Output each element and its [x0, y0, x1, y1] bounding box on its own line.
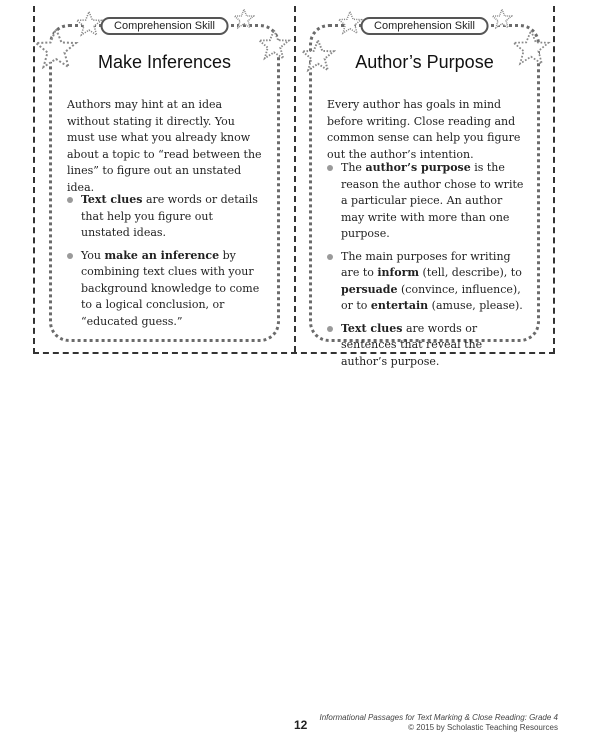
card-title: Author’s Purpose: [355, 52, 494, 72]
skill-tag: Comprehension Skill: [360, 17, 489, 35]
bullet-list: [327, 160, 525, 376]
card-intro: Every author has goals in mind before writing. Close reading and common sense can help you figure out the author’s intention.: [327, 98, 521, 161]
bullet-list: [67, 192, 265, 336]
star-icon: [337, 10, 363, 36]
cut-line: [294, 6, 296, 352]
card-authors-purpose: [309, 20, 540, 368]
star-icon: [75, 10, 103, 38]
card-intro: Authors may hint at an idea without stating it directly. You must use what you already know about a topic to “read between the lines” to figure out an unstated idea.: [67, 98, 262, 194]
footer-credits: [320, 713, 559, 733]
star-icon: [233, 8, 255, 30]
bullet-item: The author’s purpose is the reason the author chose to write a particular piece. An author may write with more than one purpose.: [327, 160, 525, 243]
star-icon: [33, 26, 79, 72]
page-number: 12: [294, 718, 308, 732]
book-title: Informational Passages for Text Marking & Close Reading: Grade 4: [319, 713, 558, 722]
cutout-sheet: [33, 6, 555, 368]
star-icon: [511, 28, 551, 68]
bullet-item: Text clues are words or details that help you figure out unstated ideas.: [67, 192, 265, 242]
copyright: © 2015 by Scholastic Teaching Resources: [408, 723, 558, 732]
card-title: Make Inferences: [97, 52, 232, 72]
bullet-item: You make an inference by combining text clues with your background knowledge to come to a logical conclusion, or “educated guess.”: [67, 248, 265, 331]
bullet-item: Text clues are words or sentences that reveal the author’s purpose.: [327, 321, 525, 371]
skill-tag: Comprehension Skill: [100, 17, 229, 35]
star-icon: [257, 28, 291, 62]
star-icon: [491, 8, 513, 30]
card-make-inferences: [49, 20, 280, 342]
bullet-item: The main purposes for writing are to inform (tell, describe), to persuade (convince, influence), or to entertain (amuse, please).: [327, 249, 525, 315]
star-icon: [300, 38, 336, 74]
